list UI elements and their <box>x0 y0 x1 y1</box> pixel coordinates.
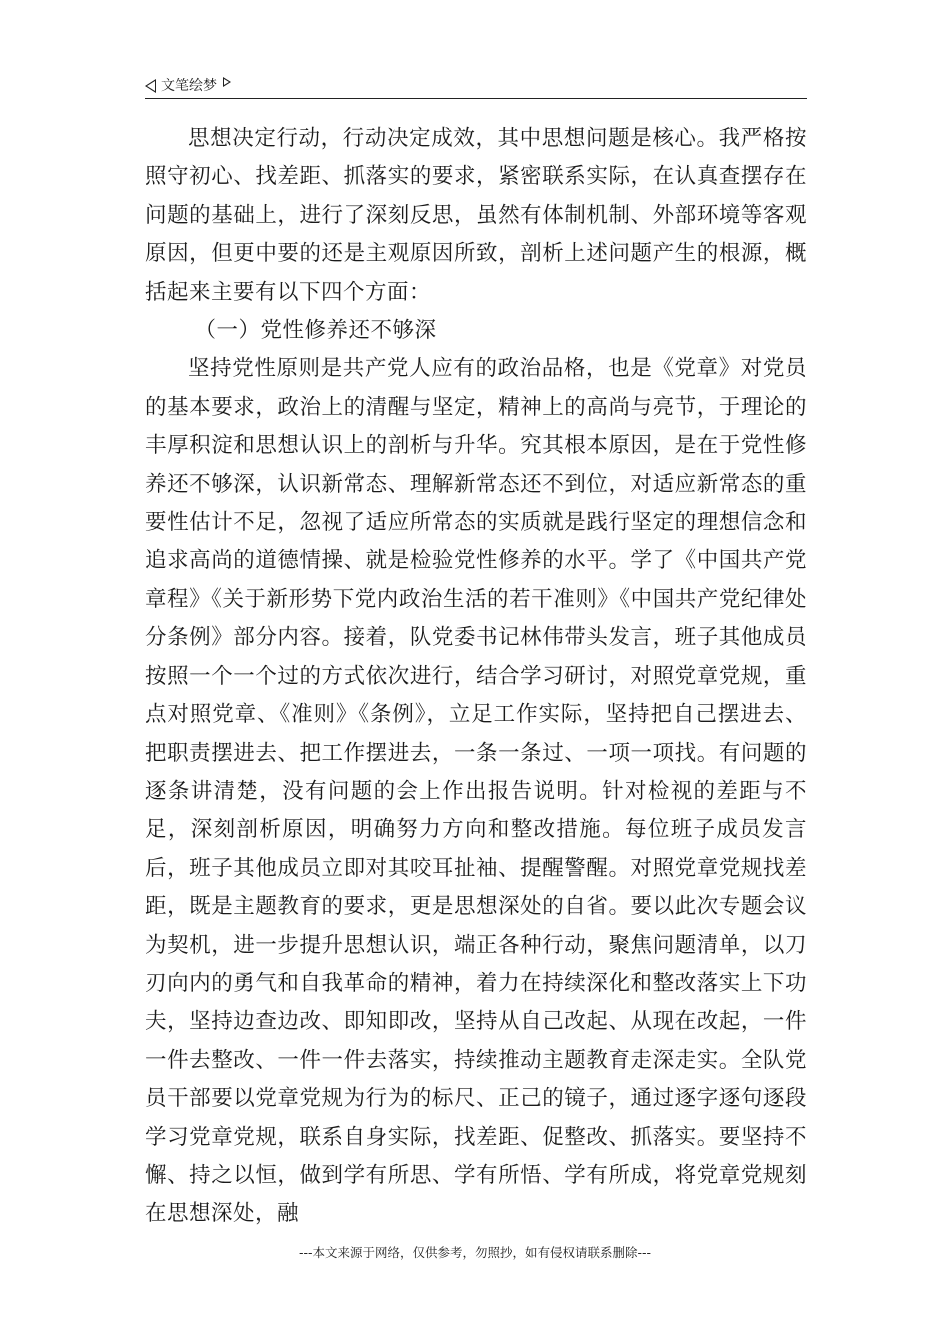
header-title: 文笔绘梦 <box>161 78 217 94</box>
document-body <box>145 120 807 1234</box>
paragraph-party-spirit: 坚持党性原则是共产党人应有的政治品格，也是《党章》对党员的基本要求，政治上的清醒与坚定，精神上的高尚与亮节，于理论的丰厚积淀和思想认识上的剖析与升华。究其根本原因，是在于党性修养还不够深，认识新常态、理解新常态还不到位，对适应新常态的重要性估计不足，忽视了适应所常态的实质就是践行坚定的理想信念和追求高尚的道德情操、就是检验党性修养的水平。学了《中国共产党章程》《关于新形势下党内政治生活的若干准则》《中国共产党纪律处分条例》部分内容。接着，队党委书记林伟带头发言，班子其他成员按照一个一个过的方式依次进行，结合学习研讨，对照党章党规，重点对照党章、《准则》《条例》，立足工作实际，坚持把自己摆进去、把职责摆进去、把工作摆进去，一条一条过、一项一项找。有问题的逐条讲清楚，没有问题的会上作出报告说明。针对检视的差距与不足，深刻剖析原因，明确努力方向和整改措施。每位班子成员发言后，班子其他成员立即对其咬耳扯袖、提醒警醒。对照党章党规找差距，既是主题教育的要求，更是思想深处的自省。要以此次专题会议为契机，进一步提升思想认识，端正各种行动，聚焦问题清单，以刀刃向内的勇气和自我革命的精神，着力在持续深化和整改落实上下功夫，坚持边查边改、即知即改，坚持从自己改起、从现在改起，一件一件去整改、一件一件去落实，持续推动主题教育走深走实。全队党员干部要以党章党规为行为的标尺、正己的镜子，通过逐字逐句逐段学习党章党规，联系自身实际，找差距、促整改、抓落实。要坚持不懈、持之以恒，做到学有所思、学有所悟、学有所成，将党章党规刻在思想深处，融 <box>145 356 807 1227</box>
triangle-left-icon <box>145 79 156 93</box>
footer-notice: ---本文来源于网络，仅供参考，勿照抄，如有侵权请联系删除--- <box>298 1245 652 1260</box>
section-heading: （一）党性修养还不够深 <box>194 318 437 344</box>
paragraph-intro: 思想决定行动，行动决定成效，其中思想问题是核心。我严格按照守初心、找差距、抓落实的要求，紧密联系实际，在认真查摆存在问题的基础上，进行了深刻反思，虽然有体制机制、外部环境等客观原因，但更中要的还是主观原因所致，剖析上述问题产生的根源，概括起来主要有以下四个方面： <box>145 126 807 305</box>
triangle-right-icon <box>223 77 231 87</box>
page-header <box>145 74 807 99</box>
